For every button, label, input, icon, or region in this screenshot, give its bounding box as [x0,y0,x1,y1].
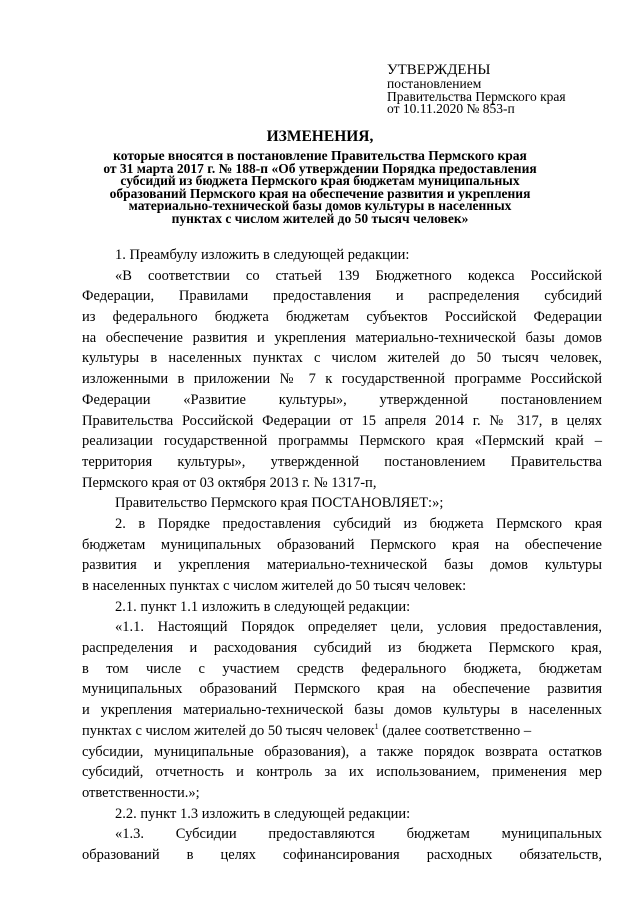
subtitle-line: образований Пермского края на обеспечение развития и укрепления [109,185,531,201]
approval-line: Правительства Пермского края [387,88,566,104]
document-body [82,245,602,866]
body-line: распределения и расходования субсидий из бюджета Пермского края, [82,640,602,657]
approved-heading: УТВЕРЖДЕНЫ [387,62,491,78]
body-line-footnote [82,721,602,742]
subtitle-line: материально-технической базы домов культуры в населенных [128,198,512,213]
body-line: территория культуры», утвержденной постановлением Правительства [82,453,602,470]
subtitle-line: от 31 марта 2017 г. № 188-п «Об утверждении Порядка предоставления [103,160,537,176]
document-subtitle [92,150,548,225]
body-line: Федерации «Развитие культуры», утвержденной постановлением [82,391,602,408]
body-line: 1. Преамбулу изложить в следующей редакции: [115,247,410,263]
body-line: «1.1. Настоящий Порядок определяет цели, условия предоставления, [115,619,602,636]
body-line: и укрепления материально-технической базы домов культуры в населенных [82,702,602,719]
body-line: из федерального бюджета бюджетам субъектов Российской Федерации [82,309,602,326]
approval-stamp [387,62,566,116]
body-line: Правительства Российской Федерации от 15 апреля 2014 г. № 317, в целях [82,412,602,429]
body-line: Пермского края от 03 октября 2013 г. № 1317-п, [82,474,377,491]
body-line: ответственности.»; [82,784,200,801]
body-line: Федерации, Правилами предоставления и распределения субсидий [82,288,602,305]
body-line: в том числе с участием средств федерального бюджета, бюджетам [82,660,602,677]
approval-line: от 10.11.2020 № 853-п [387,101,515,116]
body-line: бюджетам муниципальных образований Пермского края на обеспечение [82,536,602,553]
subtitle-line: пунктах с числом жителей до 50 тысяч человек» [171,210,469,226]
body-line: 2.1. пункт 1.1 изложить в следующей редакции: [115,598,411,615]
document-title: ИЗМЕНЕНИЯ, [266,128,374,145]
subtitle-line: субсидий из бюджета Пермского края бюджетам муниципальных [120,173,520,188]
body-line: образований в целях софинансирования расходных обязательств, [82,846,602,863]
body-line: развития и укрепления материально-технической базы домов культуры [82,557,602,574]
body-line: реализации государственной программы Пермского края «Пермский край – [82,433,602,450]
body-line: на обеспечение развития и укрепления материально-технической базы домов [82,329,602,346]
body-line: культуры в населенных пунктах с числом жителей до 50 тысяч человек, [82,350,602,367]
body-text: (далее соответственно – [378,722,532,739]
approval-line: постановлением [387,76,482,91]
body-line: изложенными в приложении № 7 к государственной программе Российской [82,371,602,388]
body-line: Правительство Пермского края ПОСТАНОВЛЯЕТ:»; [115,495,444,512]
body-line: в населенных пунктах с числом жителей до 50 тысяч человек: [82,578,467,594]
body-line: субсидии, муниципальные образования), а также порядок возврата остатков [82,743,602,760]
subtitle-line: которые вносятся в постановление Правительства Пермского края [113,148,527,163]
body-text: пунктах с числом жителей до 50 тысяч человек [82,722,375,739]
footnote-marker: 1 [374,721,379,731]
body-line: 2. в Порядке предоставления субсидий из бюджета Пермского края [115,515,602,532]
body-line: субсидий, отчетность и контроль за их использованием, применения мер [82,764,602,781]
body-line: «1.3. Субсидии предоставляются бюджетам муниципальных [115,826,602,843]
body-line: «В соответствии со статьей 139 Бюджетного кодекса Российской [115,267,602,284]
body-line: муниципальных образований Пермского края на обеспечение развития [82,681,602,698]
body-line: 2.2. пункт 1.3 изложить в следующей редакции: [115,805,411,822]
